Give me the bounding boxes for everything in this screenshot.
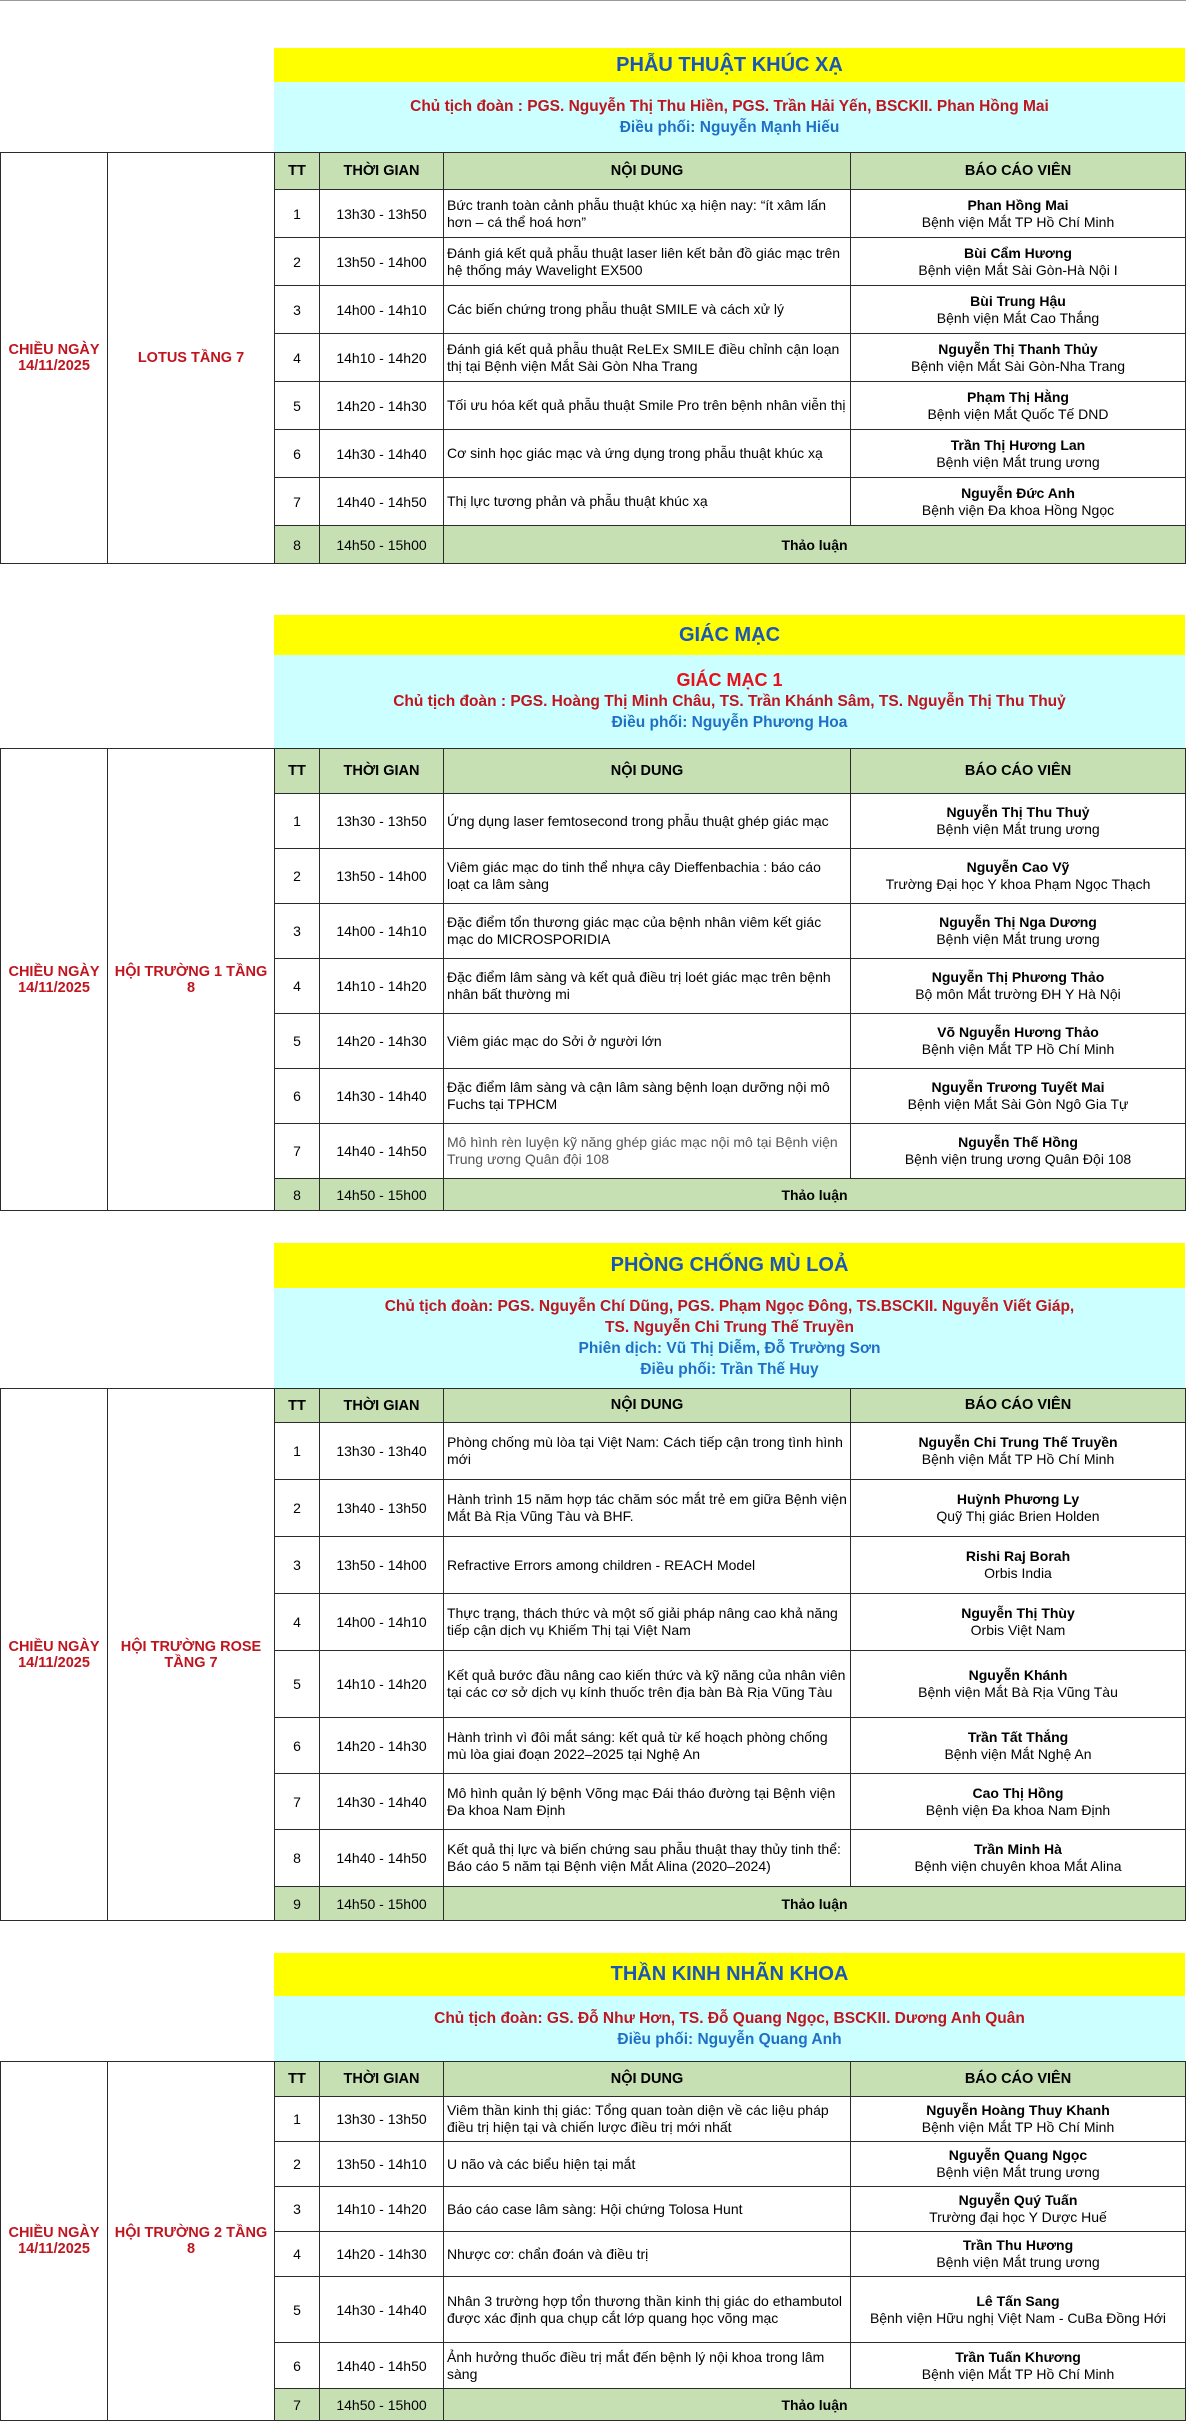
row-presenter [851, 1718, 1186, 1774]
row-number: 2 [275, 849, 320, 904]
col-header-time: THỜI GIAN [320, 1389, 444, 1423]
schedule-table [0, 2061, 1186, 2421]
top-divider [0, 0, 1186, 1]
row-number: 6 [275, 1718, 320, 1774]
row-presenter [851, 1594, 1186, 1651]
presenter-org: Bệnh viện Mắt TP Hồ Chí Minh [921, 1041, 1115, 1057]
row-content: Hành trình vì đôi mắt sáng: kết quả từ kế hoạch phòng chống mù lòa giai đoạn 2022–2025 tại Nghệ An [444, 1718, 851, 1774]
presenter-org: Bệnh viện Mắt trung ương [936, 2254, 1100, 2270]
col-header-tt: TT [275, 2062, 320, 2097]
col-header-tt: TT [275, 749, 320, 794]
row-presenter [851, 849, 1186, 904]
session-title: PHÒNG CHỐNG MÙ LOẢ [274, 1243, 1185, 1288]
row-presenter [851, 1124, 1186, 1179]
row-presenter [851, 2187, 1186, 2232]
presenter-name: Nguyễn Hoàng Thuy Khanh [926, 2102, 1110, 2118]
session-coordinator: Điều phối: Trần Thế Huy [640, 1361, 819, 1378]
presenter-name: Nguyễn Quang Ngọc [948, 2147, 1088, 2163]
row-content: Viêm giác mạc do Sởi ở người lớn [444, 1014, 851, 1069]
row-time: 14h20 - 14h30 [320, 2232, 444, 2277]
presenter-name: Nguyễn Chi Trung Thế Truyền [918, 1434, 1118, 1450]
row-number: 4 [275, 959, 320, 1014]
discussion-label: Thảo luận [444, 526, 1186, 564]
row-time: 13h40 - 13h50 [320, 1480, 444, 1537]
row-time: 14h40 - 14h50 [320, 1124, 444, 1179]
row-time: 14h10 - 14h20 [320, 2187, 444, 2232]
presenter-org: Bệnh viện Mắt trung ương [936, 2164, 1100, 2180]
row-content: Đặc điểm lâm sàng và kết quả điều trị loét giác mạc trên bệnh nhân bất thường mi [444, 959, 851, 1014]
row-number: 1 [275, 794, 320, 849]
presenter-name: Nguyễn Cao Vỹ [966, 859, 1070, 875]
presenter-name: Nguyễn Thị Phương Thảo [931, 969, 1105, 985]
row-presenter [851, 1830, 1186, 1887]
session-room: HỘI TRƯỜNG 2 TẦNG 8 [108, 2062, 275, 2421]
presenter-name: Bùi Cẩm Hương [964, 244, 1072, 261]
col-header-presenter: BÁO CÁO VIÊN [851, 749, 1186, 794]
session-chairs: Chủ tịch đoàn : PGS. Nguyễn Thị Thu Hiền, PGS. Trần Hải Yến, BSCKII. Phan Hồng Mai [410, 98, 1049, 115]
presenter-org: Bệnh viện Mắt Sài Gòn Ngô Gia Tự [907, 1096, 1129, 1112]
presenter-name: Phan Hồng Mai [967, 196, 1069, 213]
session-date: CHIỀU NGÀY 14/11/2025 [1, 153, 108, 564]
presenter-name: Rishi Raj Borah [965, 1548, 1071, 1564]
row-content: Mô hình rèn luyện kỹ năng ghép giác mạc nội mô tại Bệnh viện Trung ương Quân đội 108 [444, 1124, 851, 1179]
row-time: 13h30 - 13h50 [320, 190, 444, 238]
row-content: Nhân 3 trường hợp tổn thương thần kinh thị giác do ethambutol được xác định qua chụp cắt lớp quang học võng mạc [444, 2277, 851, 2343]
col-header-tt: TT [275, 153, 320, 190]
presenter-name: Nguyễn Thị Thanh Thủy [938, 340, 1098, 357]
row-time: 14h40 - 14h50 [320, 1830, 444, 1887]
presenter-name: Nguyễn Trương Tuyết Mai [931, 1079, 1105, 1095]
session-chairs: Chủ tịch đoàn: GS. Đỗ Như Hơn, TS. Đỗ Quang Ngọc, BSCKII. Dương Anh Quân [434, 2009, 1025, 2027]
row-number: 1 [275, 2097, 320, 2142]
row-time: 14h20 - 14h30 [320, 382, 444, 430]
presenter-name: Nguyễn Đức Anh [961, 484, 1075, 501]
row-content: Nhược cơ: chẩn đoán và điều trị [444, 2232, 851, 2277]
row-number: 4 [275, 334, 320, 382]
presenter-name: Nguyễn Thị Thu Thuỷ [946, 804, 1090, 820]
row-time: 13h50 - 14h00 [320, 238, 444, 286]
discussion-label: Thảo luận [444, 1887, 1186, 1921]
row-number: 5 [275, 2277, 320, 2343]
presenter-org: Bệnh viện Mắt Sài Gòn-Hà Nội I [918, 261, 1118, 278]
row-number: 8 [275, 1830, 320, 1887]
presenter-name: Trần Thu Hương [962, 2237, 1074, 2253]
col-header-presenter: BÁO CÁO VIÊN [851, 2062, 1186, 2097]
presenter-org: Bệnh viện Mắt Nghệ An [944, 1745, 1092, 1762]
col-header-content: NỘI DUNG [444, 153, 851, 190]
row-content: Phòng chống mù lòa tại Việt Nam: Cách tiếp cận trong tình hình mới [444, 1423, 851, 1480]
row-content: U não và các biểu hiện tại mắt [444, 2142, 851, 2187]
col-header-tt: TT [275, 1389, 320, 1423]
row-time: 14h30 - 14h40 [320, 2277, 444, 2343]
row-number: 7 [275, 1124, 320, 1179]
presenter-name: Huỳnh Phương Ly [956, 1491, 1080, 1507]
session-chairs: Chủ tịch đoàn: PGS. Nguyễn Chí Dũng, PGS. Phạm Ngọc Đông, TS.BSCKII. Nguyễn Viết Giáp, [384, 1298, 1075, 1315]
presenter-org: Bệnh viện Mắt trung ương [936, 821, 1100, 837]
row-number: 9 [275, 1887, 320, 1921]
presenter-name: Lê Tấn Sang [976, 2292, 1060, 2309]
row-presenter [851, 904, 1186, 959]
row-number: 8 [275, 1179, 320, 1211]
schedule-table [0, 152, 1186, 564]
presenter-name: Nguyễn Thị Nga Dương [939, 914, 1097, 930]
row-presenter [851, 1651, 1186, 1718]
row-number: 7 [275, 2389, 320, 2421]
row-time: 14h10 - 14h20 [320, 959, 444, 1014]
row-time: 14h30 - 14h40 [320, 1774, 444, 1830]
presenter-name: Trần Minh Hà [974, 1841, 1062, 1857]
row-number: 2 [275, 1480, 320, 1537]
row-presenter [851, 1537, 1186, 1594]
session-coordinator: Điều phối: Nguyễn Quang Anh [617, 2030, 842, 2048]
presenter-org: Orbis India [984, 1565, 1052, 1581]
presenter-name: Trần Thị Hương Lan [950, 436, 1086, 453]
row-time: 14h30 - 14h40 [320, 430, 444, 478]
row-number: 3 [275, 2187, 320, 2232]
presenter-name: Nguyễn Thị Thùy [961, 1605, 1075, 1621]
row-number: 8 [275, 526, 320, 564]
row-time: 14h40 - 14h50 [320, 2343, 444, 2389]
row-time: 14h10 - 14h20 [320, 334, 444, 382]
row-presenter [851, 2232, 1186, 2277]
row-content: Kết quả bước đầu nâng cao kiến thức và kỹ năng của nhân viên tại các cơ sở dịch vụ kính thuốc trên địa bàn Bà Rịa Vũng Tàu [444, 1651, 851, 1718]
presenter-name: Cao Thị Hồng [972, 1784, 1064, 1801]
row-number: 3 [275, 286, 320, 334]
schedule-table [0, 748, 1186, 1211]
row-number: 7 [275, 1774, 320, 1830]
presenter-name: Trần Tất Thắng [967, 1728, 1069, 1745]
row-content: Đánh giá kết quả phẫu thuật ReLEx SMILE điều chỉnh cận loạn thị tại Bệnh viện Mắt Sài Gòn Nha Trang [444, 334, 851, 382]
row-number: 4 [275, 1594, 320, 1651]
row-presenter [851, 794, 1186, 849]
row-time: 13h30 - 13h50 [320, 794, 444, 849]
row-time: 13h30 - 13h40 [320, 1423, 444, 1480]
session-info [274, 82, 1185, 152]
discussion-label: Thảo luận [444, 2389, 1186, 2421]
row-content: Hành trình 15 năm hợp tác chăm sóc mắt trẻ em giữa Bệnh viện Mắt Bà Rịa Vũng Tàu và BHF. [444, 1480, 851, 1537]
presenter-org: Trường đại học Y Dược Huế [929, 2209, 1107, 2225]
row-number: 5 [275, 1014, 320, 1069]
discussion-label: Thảo luận [444, 1179, 1186, 1211]
row-presenter [851, 382, 1186, 430]
row-number: 4 [275, 2232, 320, 2277]
row-presenter [851, 478, 1186, 526]
presenter-org: Bệnh viện Mắt Quốc Tế DND [927, 405, 1109, 422]
presenter-name: Nguyễn Quý Tuấn [958, 2192, 1078, 2208]
col-header-presenter: BÁO CÁO VIÊN [851, 153, 1186, 190]
row-presenter [851, 190, 1186, 238]
row-time: 13h50 - 14h10 [320, 2142, 444, 2187]
row-content: Bức tranh toàn cảnh phẫu thuật khúc xạ hiện nay: “ít xâm lấn hơn – cá thể hoá hơn” [444, 190, 851, 238]
presenter-org: Trường Đại học Y khoa Phạm Ngọc Thạch [885, 876, 1151, 892]
presenter-org: Bệnh viện Đa khoa Nam Định [925, 1801, 1111, 1818]
row-content: Thực trạng, thách thức và một số giải pháp nâng cao khả năng tiếp cận dịch vụ Khiếm Thị tại Việt Nam [444, 1594, 851, 1651]
session-title: PHẪU THUẬT KHÚC XẠ [274, 48, 1185, 82]
row-content: Ứng dụng laser femtosecond trong phẫu thuật ghép giác mạc [444, 794, 851, 849]
presenter-name: Bùi Trung Hậu [970, 292, 1066, 309]
row-content: Refractive Errors among children - REACH Model [444, 1537, 851, 1594]
col-header-time: THỜI GIAN [320, 749, 444, 794]
row-presenter [851, 334, 1186, 382]
row-presenter [851, 1480, 1186, 1537]
session-interpreter: Phiên dịch: Vũ Thị Diễm, Đỗ Trường Sơn [578, 1340, 881, 1357]
presenter-org: Bệnh viện Mắt TP Hồ Chí Minh [921, 2119, 1115, 2135]
row-presenter [851, 2142, 1186, 2187]
presenter-org: Bệnh viện Mắt Bà Rịa Vũng Tàu [918, 1684, 1118, 1700]
row-time: 14h50 - 15h00 [320, 2389, 444, 2421]
row-presenter [851, 430, 1186, 478]
presenter-org: Bệnh viện Mắt Sài Gòn-Nha Trang [910, 357, 1125, 374]
row-number: 5 [275, 1651, 320, 1718]
row-content: Tối ưu hóa kết quả phẫu thuật Smile Pro trên bệnh nhân viễn thị [444, 382, 851, 430]
session-coordinator: Điều phối: Nguyễn Phương Hoa [611, 714, 848, 731]
row-content: Ảnh hưởng thuốc điều trị mắt đến bệnh lý nội khoa trong lâm sàng [444, 2343, 851, 2389]
row-presenter [851, 959, 1186, 1014]
presenter-org: Bệnh viện Đa khoa Hồng Ngọc [921, 501, 1115, 518]
schedule-table [0, 1388, 1186, 1921]
row-content: Thị lực tương phản và phẫu thuật khúc xạ [444, 478, 851, 526]
row-presenter [851, 2343, 1186, 2389]
col-header-presenter: BÁO CÁO VIÊN [851, 1389, 1186, 1423]
presenter-name: Trần Tuấn Khương [955, 2348, 1081, 2365]
row-time: 13h30 - 13h50 [320, 2097, 444, 2142]
presenter-org: Bệnh viện Mắt Cao Thắng [936, 309, 1100, 326]
row-content: Viêm thần kinh thị giác: Tổng quan toàn diện về các liệu pháp điều trị hiện tại và chiến lược điều trị mới nhất [444, 2097, 851, 2142]
row-number: 3 [275, 1537, 320, 1594]
row-time: 14h20 - 14h30 [320, 1014, 444, 1069]
session-info [274, 1996, 1185, 2061]
row-time: 14h00 - 14h10 [320, 1594, 444, 1651]
row-number: 6 [275, 430, 320, 478]
session-info [274, 1288, 1185, 1388]
row-number: 7 [275, 478, 320, 526]
col-header-time: THỜI GIAN [320, 153, 444, 190]
row-time: 14h10 - 14h20 [320, 1651, 444, 1718]
presenter-org: Quỹ Thị giác Brien Holden [936, 1508, 1100, 1524]
row-time: 14h50 - 15h00 [320, 1179, 444, 1211]
row-content: Kết quả thị lực và biến chứng sau phẫu thuật thay thủy tinh thể: Báo cáo 5 năm tại Bệnh viện Mắt Alina (2020–2024) [444, 1830, 851, 1887]
row-time: 14h20 - 14h30 [320, 1718, 444, 1774]
session-date: CHIỀU NGÀY 14/11/2025 [1, 2062, 108, 2421]
row-number: 2 [275, 238, 320, 286]
row-presenter [851, 238, 1186, 286]
row-content: Viêm giác mạc do tinh thể nhựa cây Dieffenbachia : báo cáo loạt ca lâm sàng [444, 849, 851, 904]
session-room: HỘI TRƯỜNG ROSE TẦNG 7 [108, 1389, 275, 1921]
col-header-content: NỘI DUNG [444, 1389, 851, 1423]
row-time: 14h30 - 14h40 [320, 1069, 444, 1124]
col-header-time: THỜI GIAN [320, 2062, 444, 2097]
row-presenter [851, 2277, 1186, 2343]
session-date: CHIỀU NGÀY 14/11/2025 [1, 1389, 108, 1921]
session-subtitle: GIÁC MẠC 1 [676, 670, 783, 690]
row-presenter [851, 2097, 1186, 2142]
session-title: GIÁC MẠC [274, 615, 1185, 655]
row-number: 2 [275, 2142, 320, 2187]
row-presenter [851, 1423, 1186, 1480]
presenter-org: Bệnh viện Hữu nghị Việt Nam - CuBa Đồng Hới [869, 2309, 1167, 2326]
row-time: 14h00 - 14h10 [320, 904, 444, 959]
presenter-org: Bệnh viện Mắt TP Hồ Chí Minh [921, 213, 1115, 230]
row-presenter [851, 286, 1186, 334]
row-time: 14h50 - 15h00 [320, 526, 444, 564]
presenter-org: Bệnh viện Mắt trung ương [936, 931, 1100, 947]
row-content: Báo cáo case lâm sàng: Hội chứng Tolosa Hunt [444, 2187, 851, 2232]
session-date: CHIỀU NGÀY 14/11/2025 [1, 749, 108, 1211]
session-chairs-continued: TS. Nguyễn Chi Trung Thế Truyền [605, 1319, 854, 1336]
session-title: THẦN KINH NHÃN KHOA [274, 1953, 1185, 1996]
row-time: 14h40 - 14h50 [320, 478, 444, 526]
row-number: 6 [275, 1069, 320, 1124]
row-content: Các biến chứng trong phẫu thuật SMILE và cách xử lý [444, 286, 851, 334]
row-number: 1 [275, 190, 320, 238]
row-content: Đặc điểm lâm sàng và cận lâm sàng bệnh loạn dưỡng nội mô Fuchs tại TPHCM [444, 1069, 851, 1124]
presenter-org: Orbis Việt Nam [970, 1622, 1066, 1638]
row-content: Đánh giá kết quả phẫu thuật laser liên kết bản đồ giác mạc trên hệ thống máy Wavelight EX500 [444, 238, 851, 286]
presenter-org: Bệnh viện Mắt trung ương [936, 453, 1100, 470]
row-number: 5 [275, 382, 320, 430]
presenter-org: Bệnh viện chuyên khoa Mắt Alina [914, 1858, 1122, 1874]
col-header-content: NỘI DUNG [444, 749, 851, 794]
session-coordinator: Điều phối: Nguyễn Mạnh Hiếu [619, 119, 840, 136]
session-info [274, 655, 1185, 748]
session-room: LOTUS TẦNG 7 [108, 153, 275, 564]
row-presenter [851, 1069, 1186, 1124]
row-content: Cơ sinh học giác mạc và ứng dụng trong phẫu thuật khúc xạ [444, 430, 851, 478]
row-time: 13h50 - 14h00 [320, 1537, 444, 1594]
session-room: HỘI TRƯỜNG 1 TẦNG 8 [108, 749, 275, 1211]
presenter-name: Võ Nguyễn Hương Thảo [937, 1024, 1099, 1040]
presenter-org: Bệnh viện Mắt TP Hồ Chí Minh [921, 1451, 1115, 1467]
presenter-org: Bộ môn Mắt trường ĐH Y Hà Nội [915, 986, 1121, 1002]
row-time: 14h50 - 15h00 [320, 1887, 444, 1921]
row-presenter [851, 1774, 1186, 1830]
presenter-name: Nguyễn Khánh [968, 1667, 1068, 1683]
col-header-content: NỘI DUNG [444, 2062, 851, 2097]
row-time: 13h50 - 14h00 [320, 849, 444, 904]
row-presenter [851, 1014, 1186, 1069]
presenter-name: Nguyễn Thế Hồng [958, 1134, 1078, 1150]
row-number: 1 [275, 1423, 320, 1480]
row-time: 14h00 - 14h10 [320, 286, 444, 334]
session-chairs: Chủ tịch đoàn : PGS. Hoàng Thị Minh Châu, TS. Trần Khánh Sâm, TS. Nguyễn Thị Thu Thuỷ [393, 693, 1066, 710]
row-content: Đặc điểm tổn thương giác mạc của bệnh nhân viêm kết giác mạc do MICROSPORIDIA [444, 904, 851, 959]
row-content: Mô hình quản lý bệnh Võng mạc Đái tháo đường tại Bệnh viện Đa khoa Nam Định [444, 1774, 851, 1830]
presenter-org: Bệnh viện Mắt TP Hồ Chí Minh [921, 2365, 1115, 2382]
row-number: 6 [275, 2343, 320, 2389]
presenter-name: Phạm Thị Hằng [967, 388, 1069, 405]
row-number: 3 [275, 904, 320, 959]
presenter-org: Bệnh viện trung ương Quân Đội 108 [904, 1151, 1132, 1167]
